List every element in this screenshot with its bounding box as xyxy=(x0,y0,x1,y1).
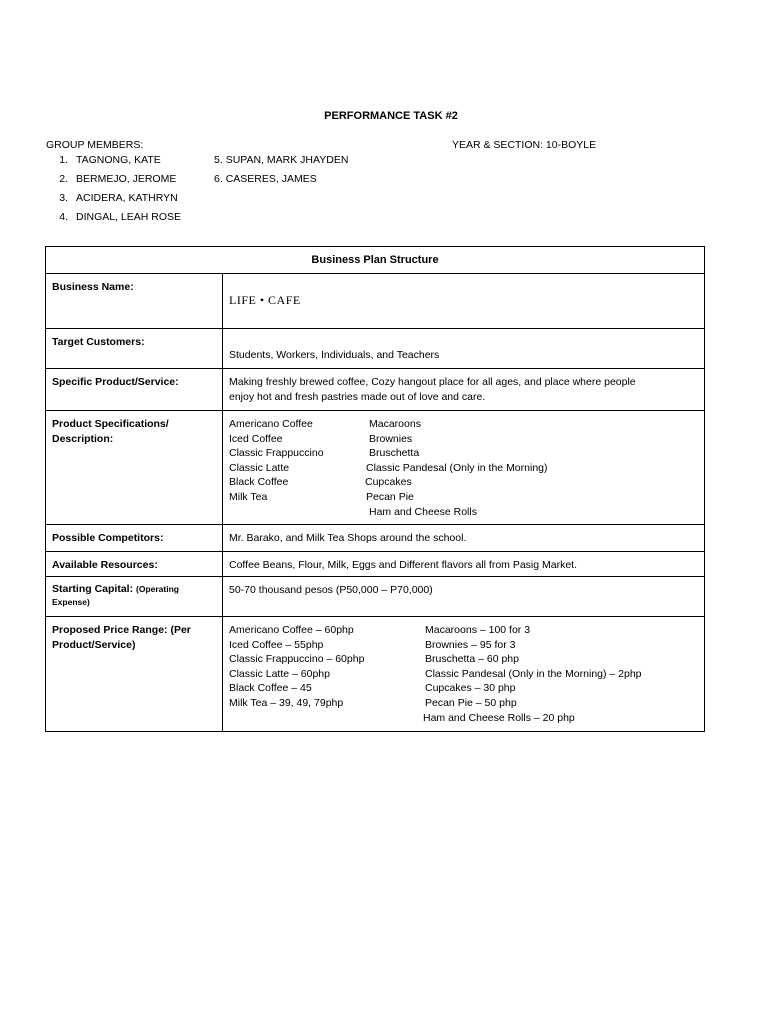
list-item: Americano Coffee xyxy=(229,418,313,430)
price-range-label: Proposed Price Range: (Per Product/Service) xyxy=(46,617,223,732)
resources-value: Coffee Beans, Flour, Milk, Eggs and Different flavors all from Pasig Market. xyxy=(229,559,578,571)
list-item: Classic Latte xyxy=(229,461,290,474)
list-item: Ham and Cheese Rolls – 20 php xyxy=(423,711,575,724)
product-specs-label: Product Specifications/ Description: xyxy=(46,411,223,525)
list-item: Cupcakes xyxy=(365,476,412,489)
year-section: YEAR & SECTION: 10-BOYLE xyxy=(452,139,597,151)
list-item: Cupcakes – 30 php xyxy=(425,682,516,695)
list-item: Pecan Pie – 50 php xyxy=(425,696,517,709)
capital-value: 50-70 thousand pesos (P50,000 – P70,000) xyxy=(229,584,433,596)
target-customers-label: Target Customers: xyxy=(46,329,223,369)
list-item: Americano Coffee – 60php xyxy=(229,624,354,636)
list-item: Brownies – 95 for 3 xyxy=(425,638,516,651)
group-members-label: GROUP MEMBERS: xyxy=(46,139,144,151)
list-item: Milk Tea xyxy=(229,490,268,503)
product-specs-value xyxy=(223,411,705,525)
list-item: Macaroons – 100 for 3 xyxy=(425,624,531,636)
list-item: Iced Coffee xyxy=(229,432,283,445)
list-item: Milk Tea – 39, 49, 79php xyxy=(229,696,344,709)
list-item: Classic Latte – 60php xyxy=(229,667,330,680)
list-item: Macaroons xyxy=(369,418,421,430)
competitors-label: Possible Competitors: xyxy=(46,525,223,552)
list-item: Ham and Cheese Rolls xyxy=(369,505,477,518)
page-title: PERFORMANCE TASK #2 xyxy=(324,110,458,122)
list-item: Bruschetta xyxy=(369,447,420,460)
list-item: Classic Pandesal (Only in the Morning) xyxy=(366,461,548,474)
table-header: Business Plan Structure xyxy=(46,247,705,274)
specific-product-label: Specific Product/Service: xyxy=(46,369,223,411)
target-customers-value: Students, Workers, Individuals, and Teachers xyxy=(229,349,440,361)
list-item: Classic Pandesal (Only in the Morning) – 2php xyxy=(425,667,642,680)
list-item: Black Coffee – 45 xyxy=(229,682,312,695)
list-item: Black Coffee xyxy=(229,476,289,489)
list-item: Brownies xyxy=(369,432,413,445)
list-item: Classic Frappuccino – 60php xyxy=(229,653,365,666)
business-plan-table xyxy=(45,246,705,732)
list-item: Pecan Pie xyxy=(366,490,414,503)
competitors-value: Mr. Barako, and Milk Tea Shops around the school. xyxy=(229,532,467,544)
list-item: Classic Frappuccino xyxy=(229,447,324,460)
business-name-label: Business Name: xyxy=(46,274,223,329)
member-item: 6. CASERES, JAMES xyxy=(214,173,317,185)
list-item: Bruschetta – 60 php xyxy=(425,653,519,666)
capital-label: Starting Capital: (Operating Expense) xyxy=(46,577,223,617)
business-name-value: LIFE • CAFE xyxy=(229,293,301,307)
list-item: Iced Coffee – 55php xyxy=(229,638,324,651)
member-item: 5. SUPAN, MARK JHAYDEN xyxy=(214,154,349,166)
specific-product-value: Making freshly brewed coffee, Cozy hangout place for all ages, and place where people enjoy hot and fresh pastries made out of love and care. xyxy=(223,369,705,411)
resources-label: Available Resources: xyxy=(46,552,223,577)
price-range-value xyxy=(223,617,705,732)
